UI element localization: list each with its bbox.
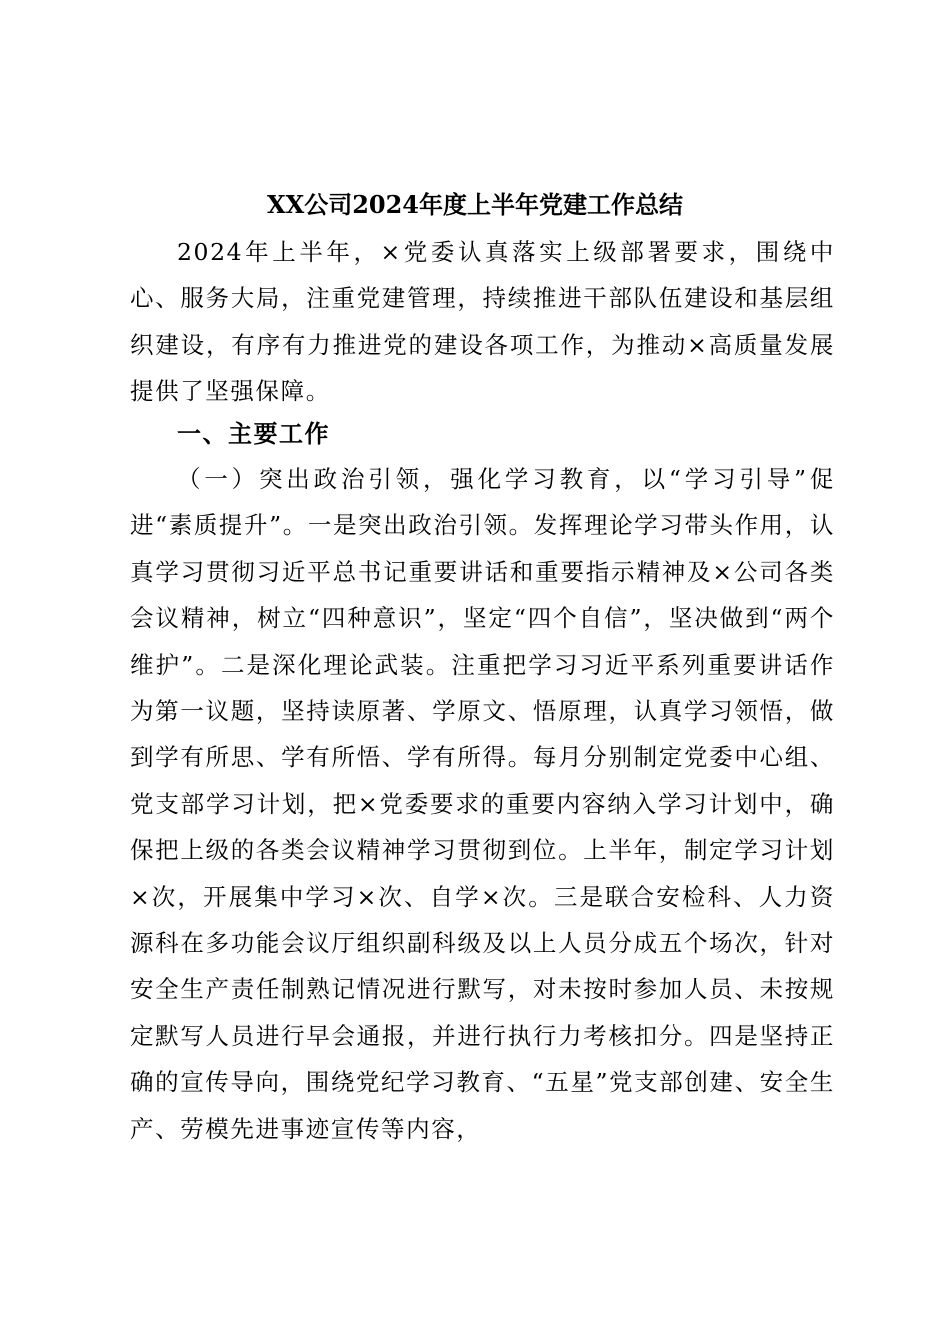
- section-paragraph: （一）突出政治引领，强化学习教育，以“学习引导”促进“素质提升”。一是突出政治引领。发挥理论学习带头作用，认真学习贯彻习近平总书记重要讲话和重要指示精神及×公司各类会议精神，树立“四种意识”，坚定“四个自信”，坚决做到“两个维护”。二是深化理论武装。注重把学习习近平系列重要讲话作为第一议题，坚持读原著、学原文、悟原理，认真学习领悟，做到学有所思、学有所悟、学有所得。每月分别制定党委中心组、党支部学习计划，把×党委要求的重要内容纳入学习计划中，确保把上级的各类会议精神学习贯彻到位。上半年，制定学习计划×次，开展集中学习×次、自学×次。三是联合安检科、人力资源科在多功能会议厅组织副科级及以上人员分成五个场次，针对安全生产责任制熟记情况进行默写，对未按时参加人员、未按规定默写人员进行早会通报，并进行执行力考核扣分。四是坚持正确的宣传导向，围绕党纪学习教育、“五星”党支部创建、安全生产、劳模先进事迹宣传等内容，: [130, 465, 835, 1143]
- intro-paragraph: 2024年上半年，×党委认真落实上级部署要求，围绕中心、服务大局，注重党建管理，持续推进干部队伍建设和基层组织建设，有序有力推进党的建设各项工作，为推动×高质量发展提供了坚强保障。: [130, 238, 835, 406]
- section-heading: 一、主要工作: [177, 419, 330, 448]
- document-title: XX公司2024年度上半年党建工作总结: [266, 190, 684, 219]
